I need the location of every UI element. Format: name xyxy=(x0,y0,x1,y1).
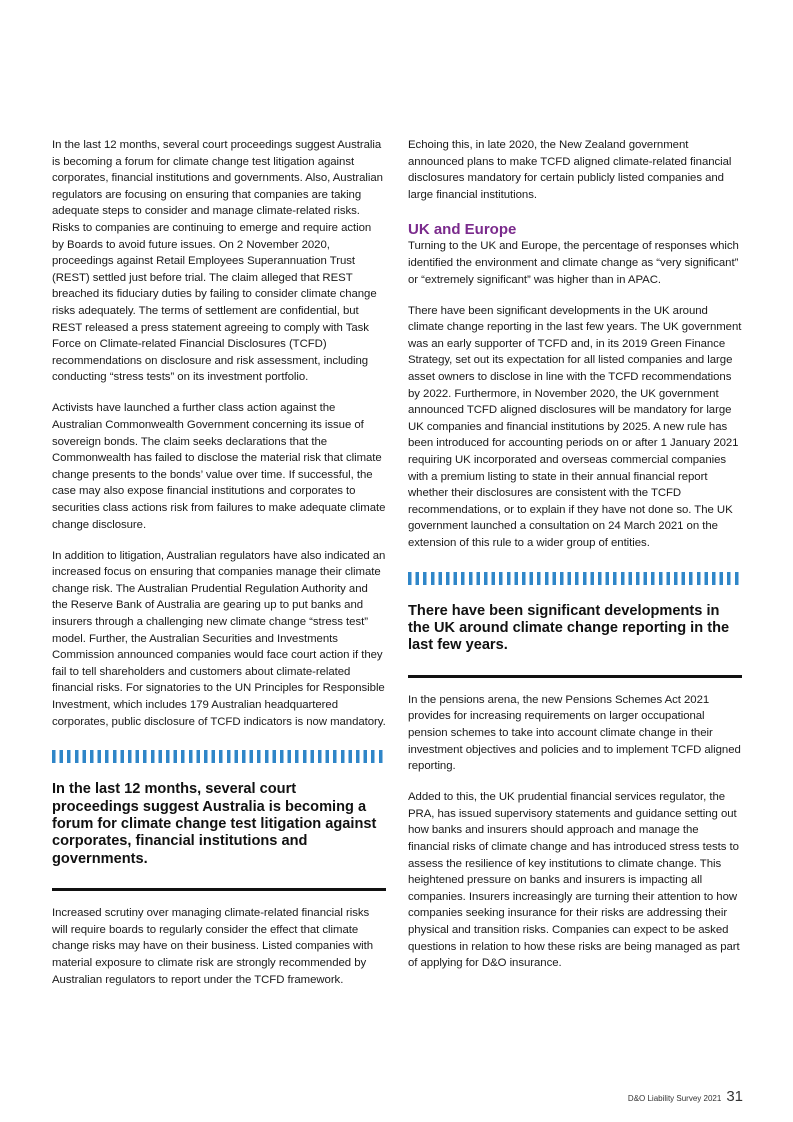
paragraph: Turning to the UK and Europe, the percentage of responses which identified the environment and climate change as “very significant” or “extremely significant” was higher than in APAC. xyxy=(408,240,739,286)
dashed-divider xyxy=(408,572,742,585)
horizontal-rule xyxy=(408,675,742,678)
paragraph: There have been significant developments in the UK around climate change reporting in the last few years. The UK government was an early supporter of TCFD and, in its 2019 Green Finance Strategy, set out its expectation for all listed companies and large asset owners to disclose in line with the TCFD recommendations by 2022. Furthermore, in November 2020, the UK government announced TCFD aligned disclosures will be mandatory for large UK companies and financial institutions by 2025. A new rule has been introduced for accounting periods on or after 1 January 2021 requiring UK incorporated and overseas commercial companies with a premium listing to state in their annual financial report whether their disclosures are consistent with the TCFD recommendations, or to explain if they have not done so. The UK government launched a consultation on 24 March 2021 on the extension of this rule to a wider group of entities. xyxy=(408,304,742,549)
page-number: 31 xyxy=(726,1088,743,1105)
footer-label: D&O Liability Survey 2021 xyxy=(627,1094,722,1103)
section-heading: UK and Europe xyxy=(408,221,517,239)
paragraph: Increased scrutiny over managing climate-related financial risks will require boards to regularly consider the effect that climate change risks may have on their business. Listed companies with material exposure to climate risk are strongly recommended by Australian regulators to report under the TCFD framework. xyxy=(52,907,374,986)
paragraph: Activists have launched a further class action against the Australian Commonwealth Government concerning its issue of sovereign bonds. The claim seeks declarations that the Commonwealth has failed to disclose the material risk that climate change presents to the bonds’ value over time. If successful, the case may also expose financial institutions and corporates to securities class actions risk from failures to make adequate climate change disclosure. xyxy=(52,402,386,531)
dashed-divider xyxy=(52,750,386,763)
right-column xyxy=(408,137,742,972)
left-column xyxy=(52,137,386,988)
paragraph: In the pensions arena, the new Pensions Schemes Act 2021 provides for increasing requirements on larger occupational pension schemes to take into account climate change in their investment objectives and policies and to implement TCFD aligned reporting. xyxy=(408,693,741,773)
paragraph: Added to this, the UK prudential financial services regulator, the PRA, has issued supervisory statements and guidance setting out how banks and insurers should approach and manage the financial risks of climate change and has introduced stress tests to assess the resilience of key institutions to climate change. This heightened pressure on banks and insurers is impacting all companies. Insurers increasingly are turning their attention to how companies seeking insurance for their risks are addressing their physical and transition risks. Companies can expect to be asked questions in relation to how these risks are being managed as part of applying for D&O insurance. xyxy=(408,791,740,970)
page-footer xyxy=(628,1088,743,1105)
paragraph: In addition to litigation, Australian regulators have also indicated an increased focus on ensuring that companies manage their climate change risk. The Australian Prudential Regulation Authority and the Reserve Bank of Australia are gearing up to put banks and insurers through a challenging new climate change “stress test” model. Further, the Australian Securities and Investments Commission announced companies would face court action if they fail to tell shareholders and customers about climate-related financial risks. For signatories to the UN Principles for Responsible Investment, which includes 179 Australian headquartered corporates, public disclosure of TCFD indicators is now mandatory. xyxy=(52,549,386,728)
pullquote: In the last 12 months, several court proceedings suggest Australia is becoming a forum for climate change test litigation against corporates, financial institutions and governments. xyxy=(52,781,377,867)
paragraph: In the last 12 months, several court proceedings suggest Australia is becoming a forum for climate change test litigation against corporates, financial institutions and governments. Also, Australian regulators are focusing on ensuring that companies are taking adequate steps to consider and manage climate-related risks. Risks to companies are continuing to emerge and require action by Boards to avoid future issues. On 2 November 2020, proceedings against Retail Employees Superannuation Trust (REST) settled just before trial. The claim alleged that REST breached its fiduciary duties by failing to consider climate change risks adequately. The terms of settlement are confidential, but REST released a press statement agreeing to comply with Task Force on Climate-related Financial Disclosures (TCFD) recommendations on disclosure and risk assessment, including conducting “stress tests” on its investment portfolio. xyxy=(52,139,383,384)
paragraph: Echoing this, in late 2020, the New Zealand government announced plans to make TCFD aligned climate-related financial disclosures mandatory for certain publicly listed companies and large financial institutions. xyxy=(408,139,732,201)
pullquote: There have been significant developments in the UK around climate change reporting in the last few years. xyxy=(408,602,730,654)
horizontal-rule xyxy=(52,888,386,891)
